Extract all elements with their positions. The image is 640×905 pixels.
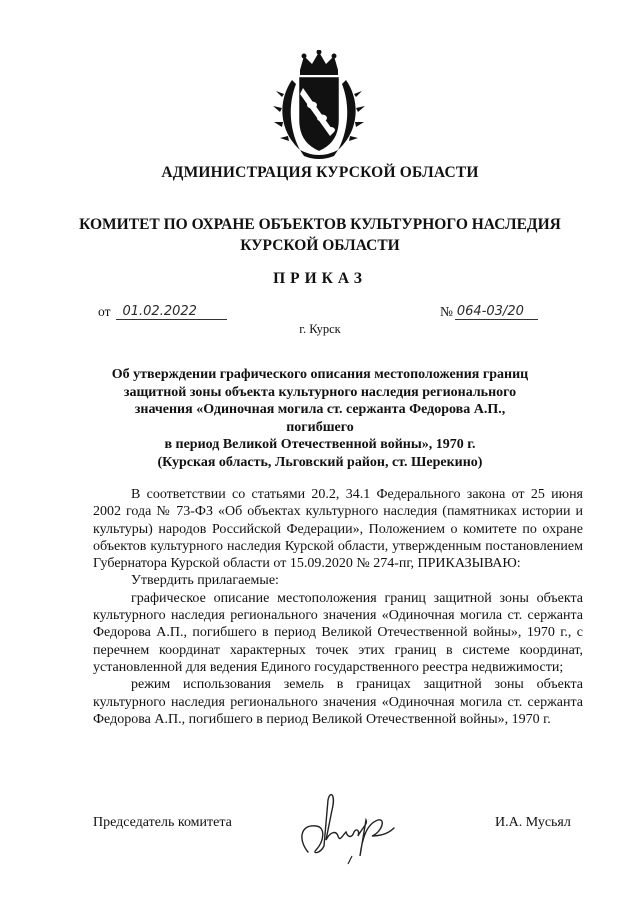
body-paragraph: Утвердить прилагаемые: (131, 573, 279, 589)
number-prefix: № (440, 304, 453, 319)
number-value: 064-03/20 (455, 304, 538, 320)
signature-icon (290, 780, 410, 870)
administration-title: АДМИНИСТРАЦИЯ КУРСКОЙ ОБЛАСТИ (161, 164, 479, 181)
order-subject (100, 366, 540, 471)
date-value: 01.02.2022 (116, 304, 226, 320)
order-title: ПРИКАЗ (273, 270, 367, 287)
order-number (440, 304, 538, 320)
committee-title-line1: КОМИТЕТ ПО ОХРАНЕ ОБЪЕКТОВ КУЛЬТУРНОГО НАСЛЕДИЯ (79, 216, 561, 233)
body-paragraph: В соответствии со статьями 20.2, 34.1 Федерального закона от 25 июня 2002 года № 73-ФЗ «Об объектах культурного наследия (памятниках истории и культуры) народов Российской Федерации», Положением о комитете по охране объектов культурного наследия Курской области, утвержденным постановлением Губернатора Курской области от 15.09.2020 № 274-пг, ПРИКАЗЫВАЮ: (93, 487, 583, 572)
committee-title-line2: КУРСКОЙ ОБЛАСТИ (240, 237, 400, 254)
subject-line: в период Великой Отечественной войны», 1970 г. (164, 437, 476, 452)
body-paragraph: графическое описание местоположения границ защитной зоны объекта культурного наследия регионального значения «Одиночная могила ст. сержанта Федорова А.П., погибшего в период Великой Отечественной войны», 1970 г., с перечнем координат характерных точек этих границ в системе координат, установленной для ведения Единого государственного реестра недвижимости; (93, 590, 583, 675)
committee-title (60, 214, 580, 256)
coat-of-arms-icon (270, 50, 368, 160)
subject-line: (Курская область, Льговский район, ст. Шерекино) (157, 454, 483, 470)
signer-position: Председатель комитета (93, 815, 232, 830)
city: г. Курск (299, 322, 341, 336)
subject-line: Об утверждении графического описания местоположения границ (111, 367, 529, 382)
order-body (93, 486, 583, 728)
date-prefix: от (98, 304, 111, 319)
subject-line: значения «Одиночная могила ст. сержанта Федорова А.П., погибшего (134, 402, 506, 435)
order-date (98, 304, 227, 320)
subject-line: защитной зоны объекта культурного наследия регионального (123, 384, 517, 400)
body-paragraph: режим использования земель в границах защитной зоны объекта культурного наследия регионального значения «Одиночная могила ст. сержанта Федорова А.П., погибшего в период Великой Отечественной войны», 1970 г. (93, 677, 583, 727)
signer-name: И.А. Мусьял (495, 815, 571, 830)
